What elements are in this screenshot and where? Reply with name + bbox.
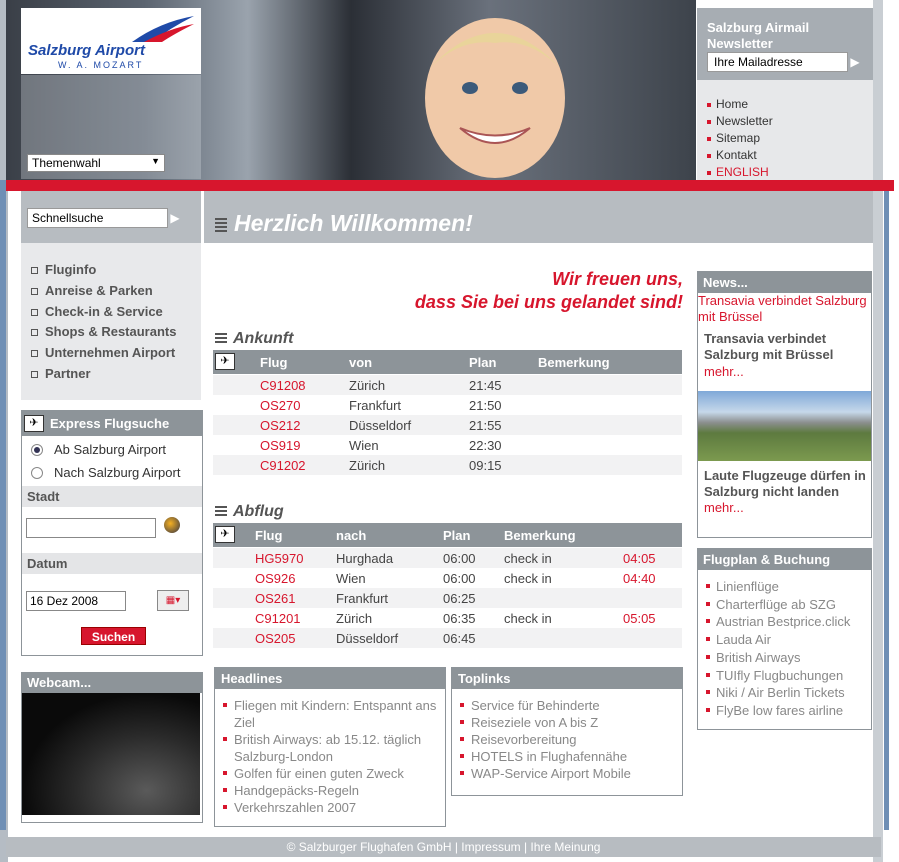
flugplan-item[interactable]: Linienflüge [706,578,850,596]
table-row[interactable] [213,548,682,568]
nav-item-partner[interactable]: Partner [31,364,201,385]
page-title: Herzlich Willkommen! [234,210,473,236]
takeoff-plane-icon: ✈ [215,526,235,543]
flight-origin: Frankfurt [349,398,402,413]
logo-text: Salzburg Airport [28,42,145,59]
table-row[interactable] [213,415,682,435]
top-link-home[interactable]: Home [707,96,873,113]
nav-item-shops[interactable]: Shops & Restaurants [31,322,201,343]
col-flight: Flug [255,528,283,543]
flight-destination: Wien [336,571,366,586]
flugplan-title: Flugplan & Buchung [698,549,871,570]
table-row[interactable] [213,568,682,588]
flight-number[interactable]: C91202 [260,458,306,473]
nav-item-fluginfo[interactable]: Fluginfo [31,260,201,281]
city-label: Stadt [22,486,202,507]
departures-title: Abflug [233,503,284,520]
top-link-english[interactable]: ENGLISH [707,164,873,181]
logo-subtitle: W. A. MOZART [58,60,144,70]
flight-number[interactable]: OS205 [255,631,296,646]
globe-icon[interactable] [164,517,180,533]
news-item-heading[interactable]: Transavia verbindet Salzburg mit Brüssel [704,331,834,362]
flugplan-list [706,578,850,720]
news-item-heading[interactable]: Laute Flugzeuge dürfen in Salzburg nicht landen [704,468,866,499]
plane-icon: ✈ [24,415,44,432]
flight-remark: check in [504,551,552,566]
headline-item[interactable]: British Airways: ab 15.12. täglich Salzburg-London [223,731,445,765]
flugplan-item[interactable]: Lauda Air [706,631,850,649]
arrivals-rows [213,375,682,475]
news-link-headline[interactable]: Transavia verbindet Salzburg mit Brüssel [698,293,867,324]
table-row[interactable] [213,435,682,455]
slogan-line-1: Wir freuen uns, [552,269,683,289]
newsletter-title: Salzburg Airmail Newsletter [707,20,810,51]
flugplan-item[interactable]: Charterflüge ab SZG [706,596,850,614]
arrivals-title: Ankunft [233,330,294,347]
slogan-line-2: dass Sie bei uns gelandet sind! [414,292,683,312]
news-title: News... [698,272,871,293]
departures-table-header [213,523,682,547]
table-row[interactable] [213,395,682,415]
table-row[interactable] [213,375,682,395]
col-from: von [349,355,373,370]
left-nav [21,243,201,400]
lines-icon [215,333,227,345]
newsletter-submit-arrow-icon[interactable]: ▶ [850,55,860,69]
flight-time: 06:00 [443,551,476,566]
flight-destination: Frankfurt [336,591,389,606]
toplink-item[interactable]: Reisevorbereitung [460,731,682,748]
headlines-title: Headlines [215,668,445,689]
col-plan: Plan [443,528,471,543]
flight-number[interactable]: OS926 [255,571,296,586]
radio-from-salzburg[interactable] [31,444,43,456]
flight-number[interactable]: OS212 [260,418,301,433]
logo-swoosh-icon [130,14,196,44]
arrivals-table-header [213,350,682,374]
table-row[interactable] [213,455,682,475]
frame-right-accent [884,180,889,830]
theme-select[interactable] [27,154,165,172]
headline-item[interactable]: Handgepäcks-Regeln [223,782,445,799]
newsletter-email-input[interactable]: Ihre Mailadresse [707,52,848,72]
news-mountain-image[interactable] [698,391,871,461]
departures-rows [213,548,682,648]
calendar-icon[interactable]: ▦▾ [157,590,189,611]
child-photo [380,8,610,183]
flight-number[interactable]: C91201 [255,611,301,626]
col-flight: Flug [260,355,288,370]
table-row[interactable] [213,628,682,648]
nav-item-checkin[interactable]: Check-in & Service [31,302,201,323]
flight-number[interactable]: HG5970 [255,551,304,566]
top-link-kontakt[interactable]: Kontakt [707,147,873,164]
flight-remark: check in [504,571,552,586]
toplinks-box [451,667,683,796]
flight-number[interactable]: OS919 [260,438,301,453]
flugplan-item[interactable]: Niki / Air Berlin Tickets [706,684,850,702]
flight-destination: Zürich [336,611,373,626]
table-row[interactable] [213,588,682,608]
nav-item-anreise[interactable]: Anreise & Parken [31,281,201,302]
flight-origin: Düsseldorf [349,418,412,433]
date-input[interactable]: 16 Dez 2008 [26,591,126,611]
toplink-item[interactable]: Service für Behinderte [460,697,682,714]
footer[interactable]: © Salzburger Flughafen GmbH | Impressum | Ihre Meinung [6,837,881,857]
flight-time: 06:25 [443,591,476,606]
flight-time: 09:15 [469,458,502,473]
radio-to-salzburg[interactable] [31,467,43,479]
flight-time: 06:35 [443,611,476,626]
flight-origin: Zürich [349,378,386,393]
flight-time: 06:00 [443,571,476,586]
headline-item[interactable]: Verkehrszahlen 2007 [223,799,445,816]
city-input[interactable] [26,518,156,538]
landing-plane-icon: ✈ [215,353,235,370]
webcam-image[interactable] [22,693,200,815]
toplink-item[interactable]: HOTELS in Flughafennähe [460,748,682,765]
slogan [300,268,683,314]
search-button[interactable]: Suchen [81,627,146,645]
flight-remark: check in [504,611,552,626]
remark-time: 05:05 [623,611,656,626]
red-divider [6,180,894,191]
flugplan-item[interactable]: British Airways [706,649,850,667]
flugplan-item[interactable]: Austrian Bestprice.click [706,613,850,631]
top-link-sitemap[interactable]: Sitemap [707,130,873,147]
webcam-title: Webcam... [22,673,202,693]
frame-left-accent [0,180,6,830]
radio-to-salzburg-label: Nach Salzburg Airport [54,465,181,480]
date-label: Datum [22,553,202,574]
remark-time: 04:40 [623,571,656,586]
col-to: nach [336,528,367,543]
flight-time: 22:30 [469,438,502,453]
flugplan-item[interactable]: FlyBe low fares airline [706,702,850,720]
chevron-down-icon: ▼ [151,156,160,166]
col-remark: Bemerkung [538,355,610,370]
flight-destination: Hurghada [336,551,394,566]
toplink-item[interactable]: Reiseziele von A bis Z [460,714,682,731]
news-more-link[interactable]: mehr... [704,364,744,379]
headline-item[interactable]: Golfen für einen guten Zweck [223,765,445,782]
flight-time: 06:45 [443,631,476,646]
lines-icon [215,218,227,234]
flight-number[interactable]: C91208 [260,378,306,393]
flight-origin: Wien [349,438,379,453]
flight-number[interactable]: OS261 [255,591,296,606]
top-link-newsletter[interactable]: Newsletter [707,113,873,130]
headlines-box [214,667,446,827]
frame-right [873,0,883,862]
nav-item-unternehmen[interactable]: Unternehmen Airport [31,343,201,364]
flight-number[interactable]: OS270 [260,398,301,413]
col-plan: Plan [469,355,497,370]
lines-icon [215,506,227,518]
remark-time: 04:05 [623,551,656,566]
top-links [697,80,873,180]
theme-select-value: Themenwahl [32,156,101,170]
flight-time: 21:50 [469,398,502,413]
flight-origin: Zürich [349,458,386,473]
flugplan-item[interactable]: TUIfly Flugbuchungen [706,667,850,685]
flight-time: 21:55 [469,418,502,433]
col-remark: Bemerkung [504,528,576,543]
flight-destination: Düsseldorf [336,631,399,646]
table-row[interactable] [213,608,682,628]
news-more-link[interactable]: mehr... [704,500,744,515]
headline-item[interactable]: Fliegen mit Kindern: Entspannt ans Ziel [223,697,445,731]
quick-search-arrow-icon[interactable]: ▶ [170,211,180,225]
toplink-item[interactable]: WAP-Service Airport Mobile [460,765,682,782]
express-search-title: Express Flugsuche [22,411,202,436]
toplinks-title: Toplinks [452,668,682,689]
flight-time: 21:45 [469,378,502,393]
quick-search-input[interactable]: Schnellsuche [27,208,168,228]
radio-from-salzburg-label: Ab Salzburg Airport [54,442,167,457]
